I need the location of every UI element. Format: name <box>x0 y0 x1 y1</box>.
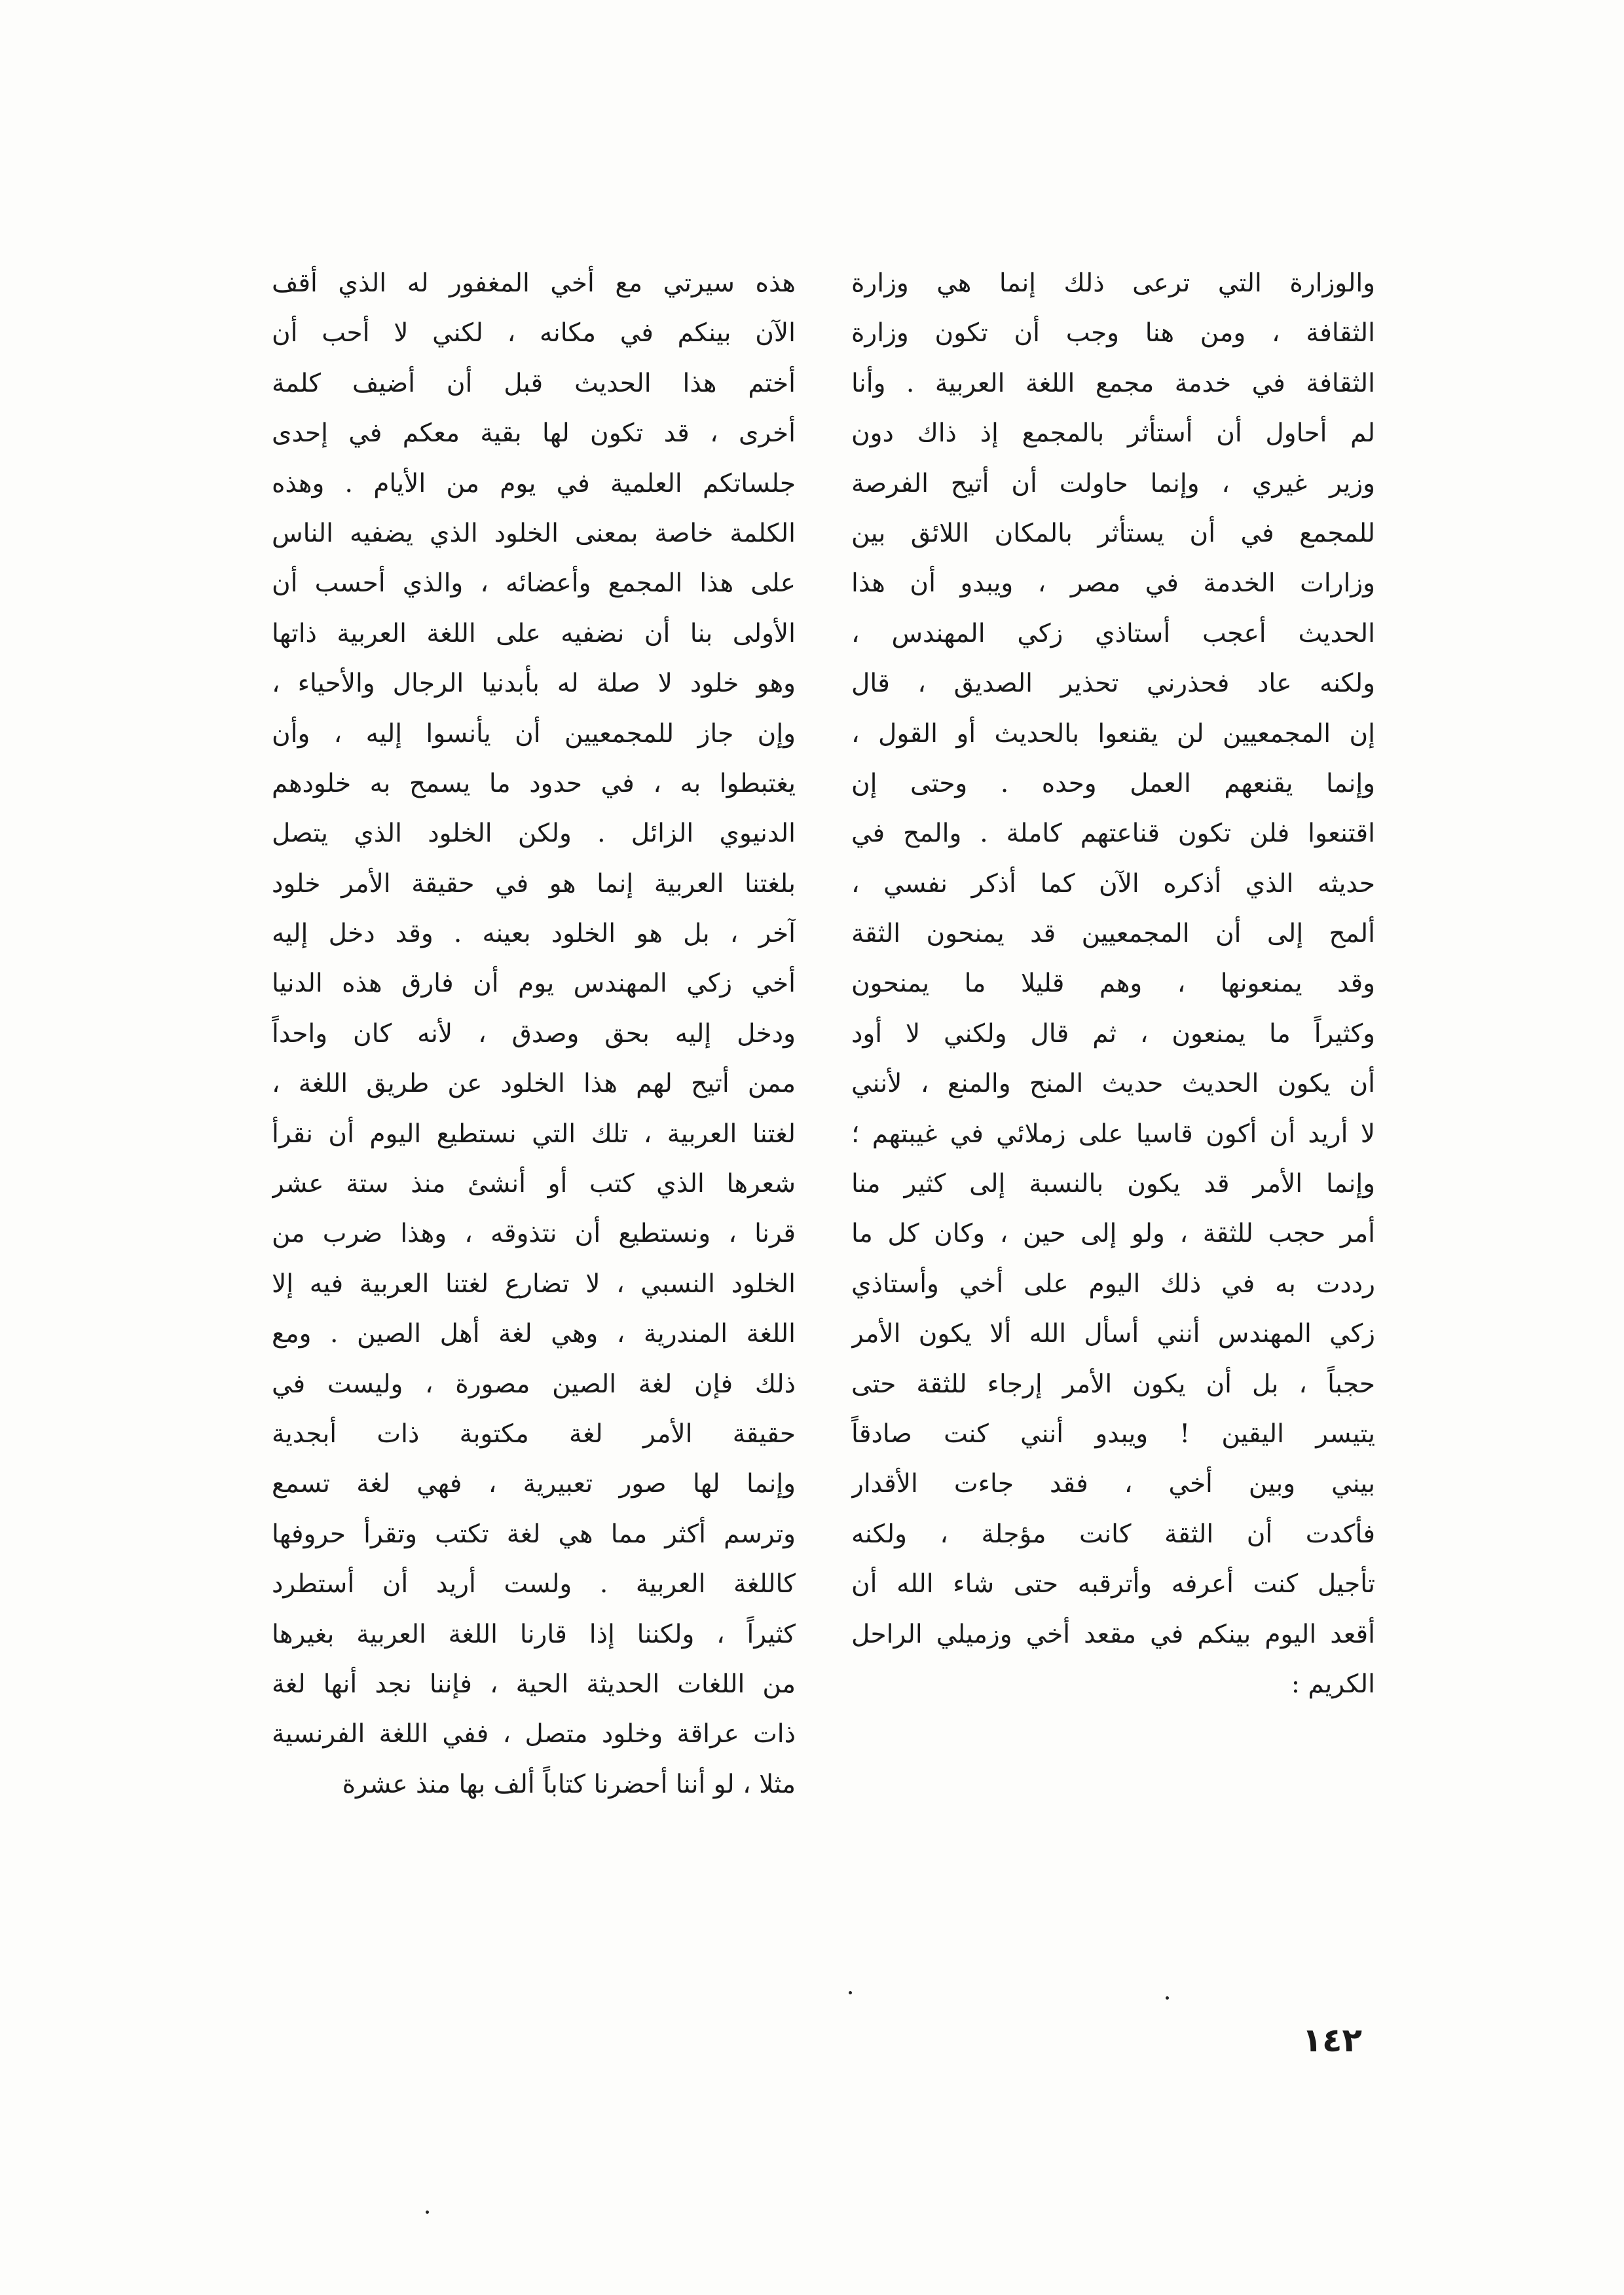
text-line: زكي المهندس أنني أسأل الله ألا يكون الأمر <box>851 1319 1375 1349</box>
text-line: أخي زكي المهندس يوم أن فارق هذه الدنيا <box>272 969 796 999</box>
text-line: أمر حجب للثقة ، ولو إلى حين ، وكان كل ما <box>851 1219 1375 1249</box>
text-line: من اللغات الحديثة الحية ، فإننا نجد أنها لغة <box>272 1669 796 1699</box>
text-line: الثقافة ، ومن هنا وجب أن تكون وزارة <box>851 318 1375 348</box>
text-line: بلغتنا العربية إنما هو في حقيقة الأمر خلود <box>272 868 796 899</box>
text-line: هذه سيرتي مع أخي المغفور له الذي أقف <box>272 269 796 298</box>
text-line: وترسم أكثر مما هي لغة تكتب وتقرأ حروفها <box>272 1519 796 1549</box>
text-line: رددت به في ذلك اليوم على أخي وأستاذي <box>851 1269 1375 1299</box>
text-line: أن يكون الحديث حديث المنح والمنع ، لأنني <box>851 1069 1375 1099</box>
text-line: وإنما الأمر قد يكون بالنسبة إلى كثير منا <box>851 1169 1375 1199</box>
text-line: جلساتكم العلمية في يوم من الأيام . وهذه <box>272 468 796 498</box>
text-line: ودخل إليه بحق وصدق ، لأنه كان واحداً <box>272 1018 796 1049</box>
text-line: لا أريد أن أكون قاسيا على زملائي في غيبتهم ؛ <box>851 1119 1375 1149</box>
text-line: اقتنعوا فلن تكون قناعتهم كاملة . والمح في <box>851 819 1375 849</box>
text-line: مثلا ، لو أننا أحضرنا كتاباً ألف بها منذ عشرة <box>342 1769 796 1799</box>
text-line: كاللغة العربية . ولست أريد أن أستطرد <box>272 1569 796 1599</box>
ink-speck <box>849 1991 852 1994</box>
left-text-column <box>272 259 796 1810</box>
text-line: الآن بينكم في مكانه ، لكني لا أحب أن <box>272 318 796 348</box>
text-line: الحديث أعجب أستاذي زكي المهندس ، <box>851 618 1375 648</box>
text-line: يغتبطوا به ، في حدود ما يسمح به خلودهم <box>272 768 796 798</box>
text-line: الكلمة خاصة بمعنى الخلود الذي يضفيه الناس <box>272 518 796 548</box>
text-line: الدنيوي الزائل . ولكن الخلود الذي يتصل <box>272 819 796 849</box>
text-line: وهو خلود لا صلة له بأبدنيا الرجال والأحياء ، <box>272 669 796 699</box>
text-line: قرنا ، ونستطيع أن نتذوقه ، وهذا ضرب من <box>272 1219 796 1249</box>
text-line: أختم هذا الحديث قبل أن أضيف كلمة <box>272 368 796 398</box>
page-number: ١٤٢ <box>1302 2021 1362 2059</box>
text-line: ذلك فإن لغة الصين مصورة ، وليست في <box>272 1369 796 1399</box>
ink-speck <box>1166 1996 1169 2000</box>
right-text-column <box>851 259 1375 1709</box>
text-line: إن المجمعيين لن يقنعوا بالحديث أو القول ، <box>851 718 1375 749</box>
text-line: حديثه الذي أذكره الآن كما أذكر نفسي ، <box>851 868 1375 899</box>
text-line: ألمح إلى أن المجمعيين قد يمنحون الثقة <box>851 919 1375 949</box>
text-line: وكثيراً ما يمنعون ، ثم قال ولكني لا أود <box>851 1018 1375 1049</box>
text-line: شعرها الذي كتب أو أنشئ منذ ستة عشر <box>272 1169 796 1199</box>
text-line: فأكدت أن الثقة كانت مؤجلة ، ولكنه <box>851 1519 1375 1549</box>
text-line: حجباً ، بل أن يكون الأمر إرجاء للثقة حتى <box>851 1369 1375 1399</box>
text-line: ممن أتيح لهم هذا الخلود عن طريق اللغة ، <box>272 1069 796 1099</box>
text-line: أخرى ، قد تكون لها بقية معكم في إحدى <box>272 419 796 449</box>
text-line: ولكنه عاد فحذرني تحذير الصديق ، قال <box>851 669 1375 699</box>
text-line: اللغة المندرية ، وهي لغة أهل الصين . ومع <box>272 1319 796 1349</box>
text-line: آخر ، بل هو الخلود بعينه . وقد دخل إليه <box>272 919 796 949</box>
text-line: لم أحاول أن أستأثر بالمجمع إذ ذاك دون <box>851 419 1375 449</box>
text-line: يتيسر اليقين ! ويبدو أنني كنت صادقاً <box>851 1419 1375 1449</box>
text-line: حقيقة الأمر لغة مكتوبة ذات أبجدية <box>272 1419 796 1449</box>
text-line: على هذا المجمع وأعضائه ، والذي أحسب أن <box>272 569 796 599</box>
text-line: الخلود النسبي ، لا تضارع لغتنا العربية فيه إلا <box>272 1269 796 1299</box>
text-line: وقد يمنعونها ، وهم قليلا ما يمنحون <box>851 969 1375 999</box>
text-line: وإنما يقنعهم العمل وحده . وحتى إن <box>851 768 1375 798</box>
text-line: الأولى بنا أن نضفيه على اللغة العربية ذاتها <box>272 618 796 648</box>
text-line: الثقافة في خدمة مجمع اللغة العربية . وأنا <box>851 368 1375 398</box>
text-line: وزير غيري ، وإنما حاولت أن أتيح الفرصة <box>851 468 1375 498</box>
text-line: للمجمع في أن يستأثر بالمكان اللائق بين <box>851 518 1375 548</box>
text-line: وإنما لها صور تعبيرية ، فهي لغة تسمع <box>272 1469 796 1499</box>
text-line: تأجيل كنت أعرفه وأترقبه حتى شاء الله أن <box>851 1569 1375 1599</box>
ink-speck <box>426 2211 429 2214</box>
text-line: لغتنا العربية ، تلك التي نستطيع اليوم أن نقرأ <box>272 1119 796 1149</box>
text-line: بيني وبين أخي ، فقد جاءت الأقدار <box>851 1469 1375 1499</box>
text-line: الكريم : <box>1291 1669 1375 1699</box>
text-line: وإن جاز للمجمعيين أن يأنسوا إليه ، وأن <box>272 718 796 749</box>
text-line: وزارات الخدمة في مصر ، ويبدو أن هذا <box>851 569 1375 599</box>
text-line: والوزارة التي ترعى ذلك إنما هي وزارة <box>851 269 1375 298</box>
text-line: أقعد اليوم بينكم في مقعد أخي وزميلي الراحل <box>851 1619 1375 1649</box>
text-line: ذات عراقة وخلود متصل ، ففي اللغة الفرنسية <box>272 1719 796 1749</box>
text-line: كثيراً ، ولكننا إذا قارنا اللغة العربية بغيرها <box>272 1619 796 1649</box>
